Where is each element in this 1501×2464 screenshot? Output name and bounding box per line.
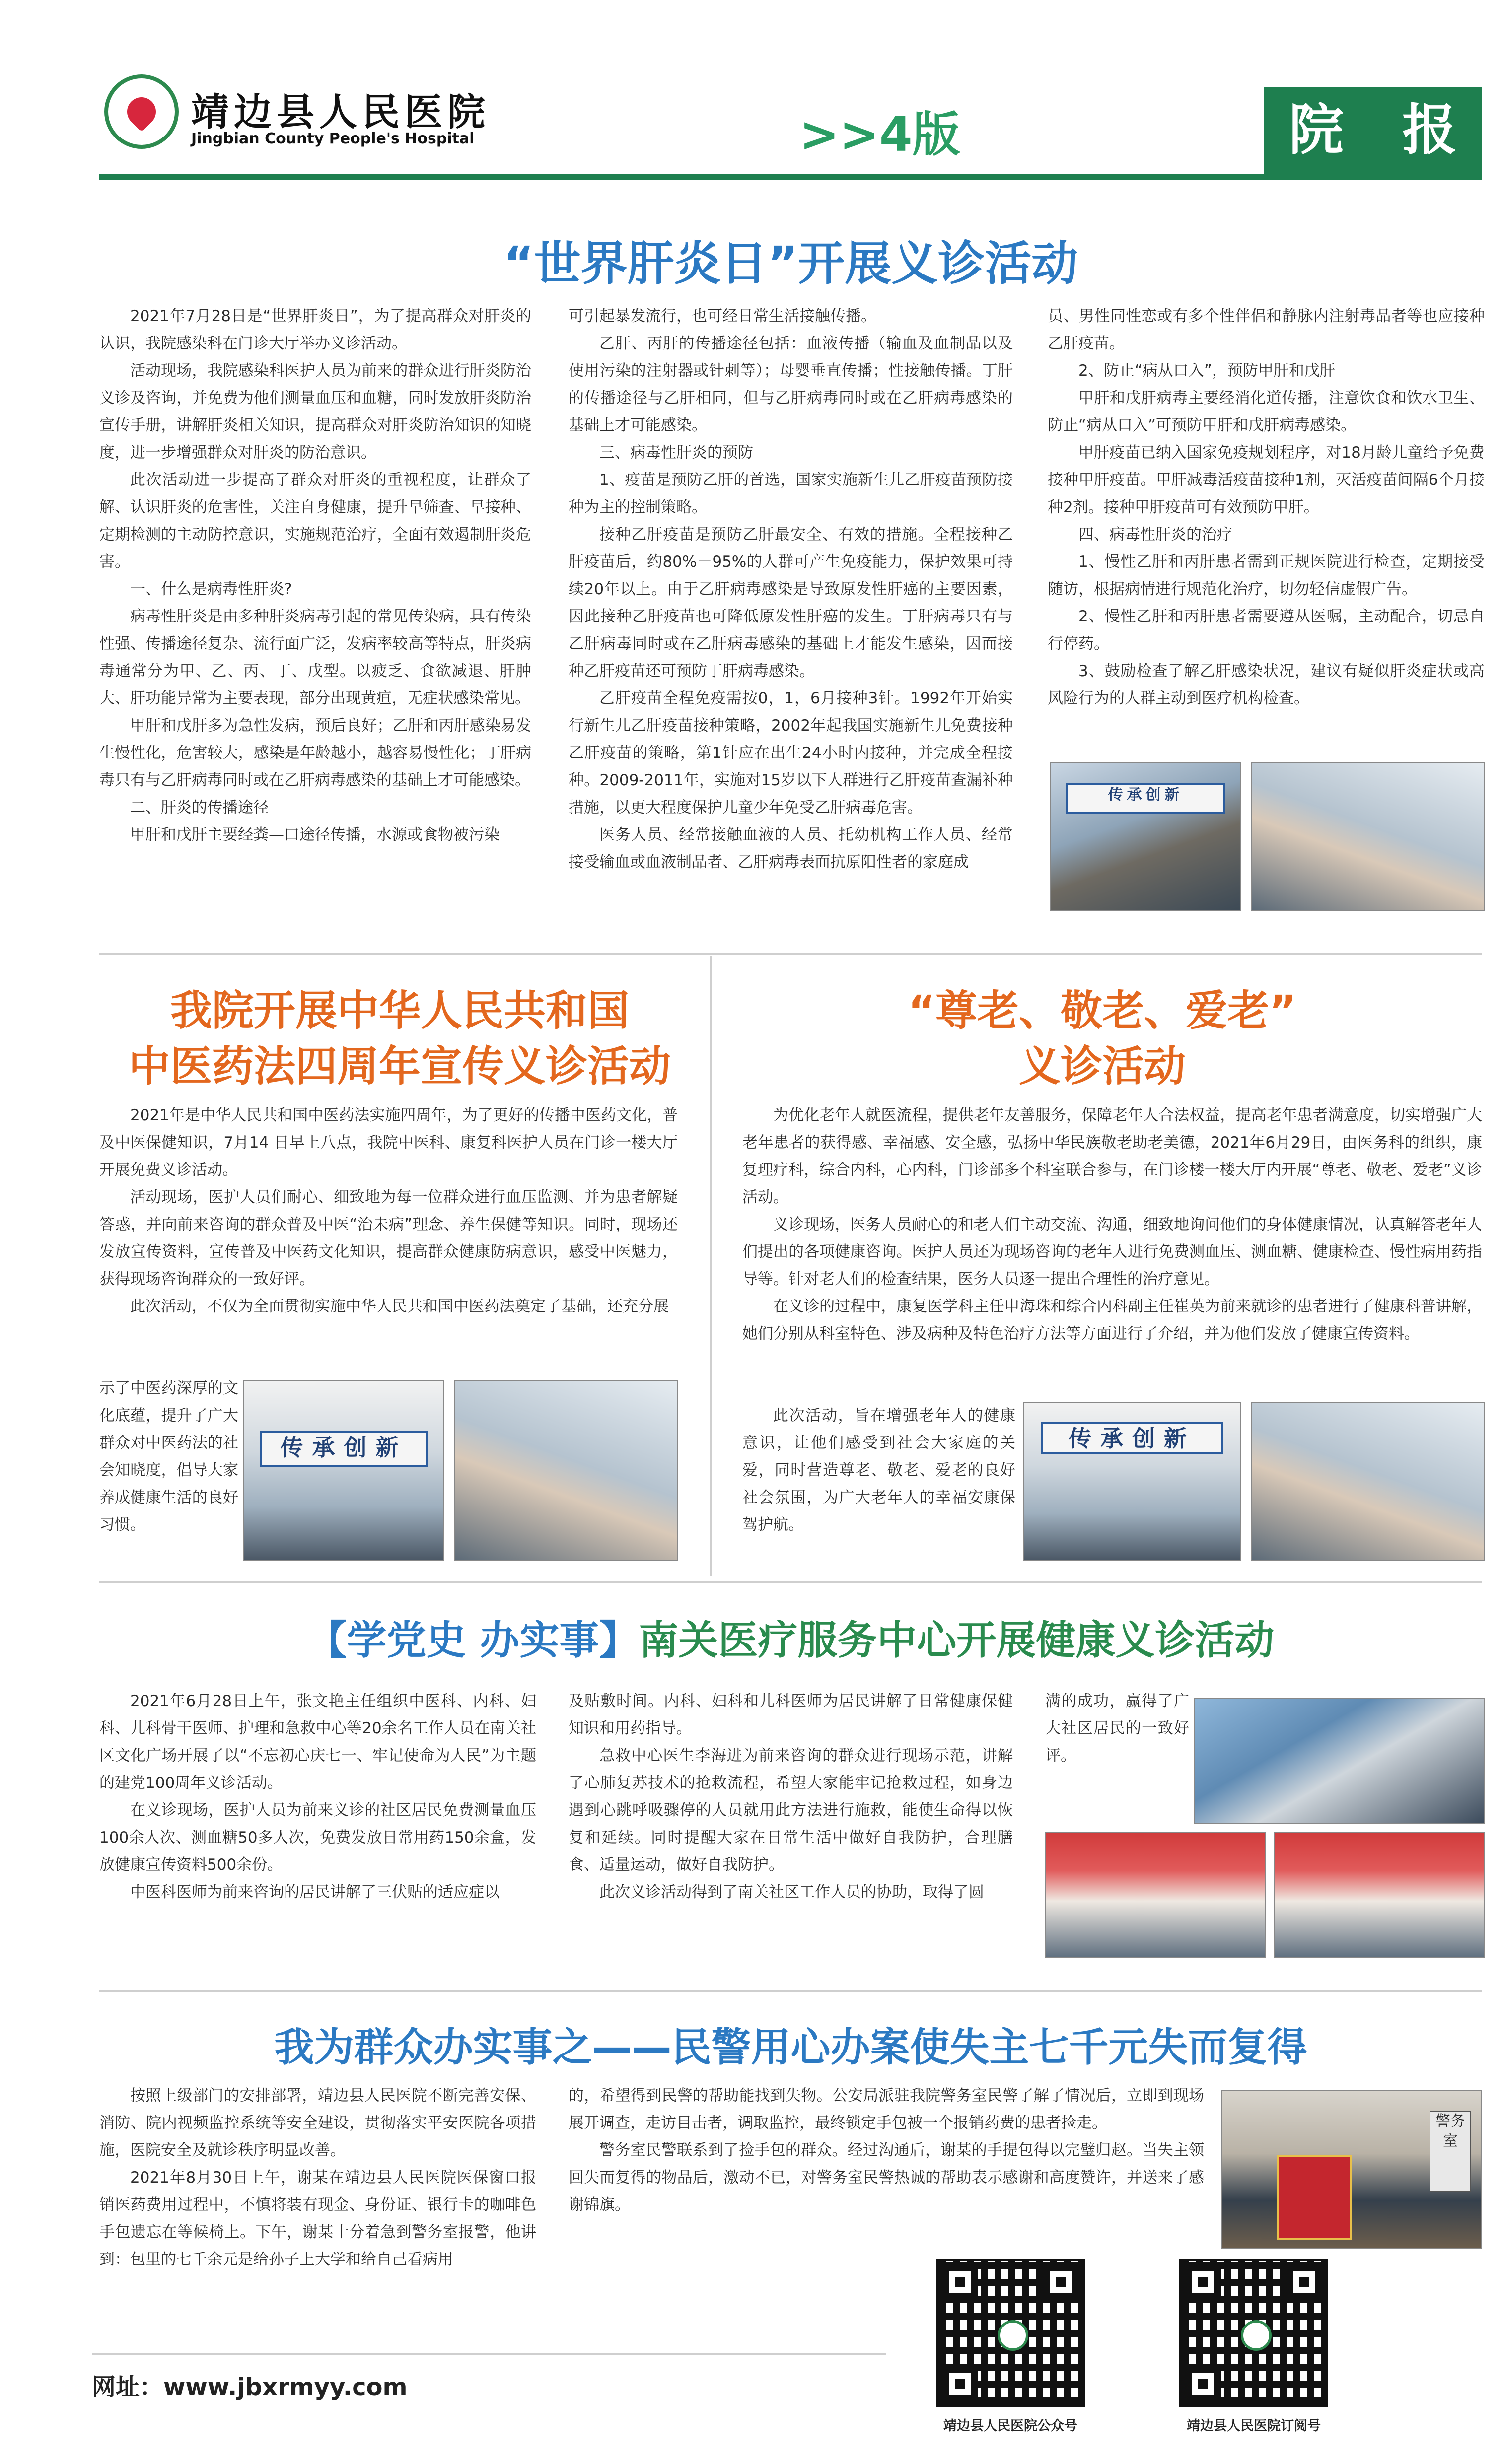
photo-community-group bbox=[1274, 1832, 1485, 1958]
edition-label: >>4版 bbox=[799, 107, 960, 162]
paragraph: 此次活动，旨在增强老年人的健康意识，让他们感受到社会大家庭的关爱，同时营造尊老、敬老、爱老的良好社会氛围，为广大老年人的幸福安康保驾护航。 bbox=[742, 1407, 1015, 1534]
hospital-name: 靖边县人民医院 bbox=[191, 90, 490, 134]
article1-col2 bbox=[569, 303, 1013, 876]
paragraph: 可引起暴发流行，也可经日常生活接触传播。 bbox=[569, 307, 876, 325]
paragraph: 中医科医师为前来咨询的居民讲解了三伏贴的适应症以 bbox=[130, 1883, 500, 1901]
paragraph: 在义诊的过程中，康复医学科主任申海珠和综合内科副主任崔英为前来就诊的患者进行了健康科普讲解，她们分别从科室特色、涉及病种及特色治疗方法等方面进行了介绍，并为他们发放了健康宣传资料。 bbox=[742, 1298, 1482, 1343]
paragraph: 1、疫苗是预防乙肝的首选，国家实施新生儿乙肝疫苗预防接种为主的控制策略。 bbox=[569, 471, 1013, 516]
photo-elderly-hall bbox=[1023, 1402, 1241, 1561]
article2-title-line2: 中医药法四周年宣传义诊活动 bbox=[128, 1042, 671, 1091]
paragraph: 接种乙肝疫苗是预防乙肝最安全、有效的措施。全程接种乙肝疫苗后，约80%－95%的人群可产生免疫能力，保护效果可持续20年以上。由于乙肝病毒感染是导致原发性肝癌的主要因素，因此接种乙肝疫苗也可降低原发性肝癌的发生。丁肝病毒只有与乙肝病毒同时或在乙肝病毒感染的基础上才能发生感染，因而接种乙肝疫苗还可预防丁肝病毒感染。 bbox=[569, 526, 1013, 680]
photo-hepatitis-clinic bbox=[1050, 762, 1241, 911]
website-url[interactable]: 网址：www.jbxrmyy.com bbox=[92, 2373, 408, 2401]
article4-title bbox=[99, 1608, 1482, 1665]
paragraph: 的，希望得到民警的帮助能找到失物。公安局派驻我院警务室民警了解了情况后，立即到现场展开调查，走访目击者，调取监控，最终锁定手包被一个报销药费的患者捡走。 bbox=[569, 2087, 1204, 2132]
hospital-name-en: Jingbian County People's Hospital bbox=[191, 130, 475, 147]
hospital-logo bbox=[104, 74, 179, 149]
photo-police-room bbox=[1221, 2090, 1482, 2249]
paragraph: 甲肝和戊肝主要经粪—口途径传播，水源或食物被污染 bbox=[130, 826, 500, 844]
paragraph: 按照上级部门的安排部署，靖边县人民医院不断完善安保、消防、院内视频监控系统等安全建设，贯彻落实平安医院各项措施，医院安全及就诊秩序明显改善。 bbox=[99, 2087, 536, 2159]
paragraph: 活动现场，我院感染科医护人员为前来的群众进行肝炎防治义诊及咨询，并免费为他们测量血压和血糖，同时发放肝炎防治宣传手册，讲解肝炎相关知识，提高群众对肝炎防治知识的知晓度，进一步增强群众对肝炎的防治意识。 bbox=[99, 362, 531, 462]
article4-title-rest: 南关医疗服务中心开展健康义诊活动 bbox=[639, 1617, 1275, 1663]
pennant bbox=[1277, 2155, 1352, 2240]
paragraph: 满的成功，赢得了广大社区居民的一致好评。 bbox=[1045, 1692, 1189, 1765]
article1-col1 bbox=[99, 303, 531, 849]
qr-code-subscription[interactable] bbox=[1179, 2259, 1328, 2407]
photo-banner: 传承创新 bbox=[1041, 1422, 1223, 1454]
footer-rule bbox=[92, 2353, 886, 2355]
article1-col3 bbox=[1048, 303, 1485, 712]
qr-caption-official-account: 靖边县人民医院公众号 bbox=[943, 2418, 1077, 2434]
paper-name-box bbox=[1264, 87, 1482, 174]
article3-body bbox=[742, 1102, 1482, 1348]
paragraph: 医务人员、经常接触血液的人员、托幼机构工作人员、经常接受输血或血液制品者、乙肝病毒表面抗原阳性者的家庭成 bbox=[569, 826, 1013, 871]
paragraph: 甲肝和戊肝多为急性发病，预后良好；乙肝和丙肝感染易发生慢性化，危害较大，感染是年龄越小，越容易慢性化；丁肝病毒只有与乙肝病毒同时或在乙肝病毒感染的基础上才可能感染。 bbox=[99, 717, 531, 789]
paragraph: 义诊现场，医务人员耐心的和老人们主动交流、沟通，细致地询问他们的身体健康情况，认真解答老年人们提出的各项健康咨询。医护人员还为现场咨询的老年人进行免费测血压、测血糖、健康检查、慢性病用药指导等。针对老人们的检查结果，医务人员逐一提出合理性的治疗意见。 bbox=[742, 1216, 1482, 1288]
article3-title-line1: “尊老、敬老、爱老” bbox=[908, 986, 1297, 1035]
article5-col2 bbox=[569, 2082, 1204, 2219]
article3-wrap-text bbox=[742, 1402, 1015, 1539]
paragraph: 1、慢性乙肝和丙肝患者需到正规医院进行检查，定期接受随访，根据病情进行规范化治疗，切勿轻信虚假广告。 bbox=[1048, 553, 1485, 598]
paragraph: 示了中医药深厚的文化底蕴，提升了广大群众对中医药法的社会知晓度，倡导大家养成健康生活的良好习惯。 bbox=[99, 1379, 238, 1534]
article2-title-line1: 我院开展中华人民共和国 bbox=[170, 986, 629, 1035]
article4-col1 bbox=[99, 1688, 536, 1906]
header-rule bbox=[99, 174, 1482, 180]
paragraph: 员、男性同性恋或有多个性伴侣和静脉内注射毒品者等也应接种乙肝疫苗。 bbox=[1048, 307, 1485, 352]
section-heading: 一、什么是病毒性肝炎? bbox=[130, 580, 292, 598]
section-divider bbox=[99, 953, 1482, 955]
qr-code-official-account[interactable] bbox=[936, 2259, 1085, 2407]
photo-banner: 传承创新 bbox=[260, 1431, 428, 1467]
paragraph: 2021年8月30日上午，谢某在靖边县人民医院医保窗口报销医药费用过程中，不慎将装有现金、身份证、银行卡的咖啡色手包遗忘在等候椅上。下午，谢某十分着急到警务室报警，他讲到：包里的七千余元是给孙子上大学和给自己看病用 bbox=[99, 2169, 536, 2268]
section-divider bbox=[99, 1990, 1482, 1992]
section-heading: 四、病毒性肝炎的治疗 bbox=[1078, 526, 1232, 544]
qr-caption-subscription: 靖边县人民医院订阅号 bbox=[1187, 2418, 1321, 2434]
section-heading: 2、防止“病从口入”，预防甲肝和戊肝 bbox=[1078, 362, 1335, 380]
paragraph: 此次活动进一步提高了群众对肝炎的重视程度，让群众了解、认识肝炎的危害性，关注自身健康，提升早筛查、早接种、定期检测的主动防控意识，实施规范治疗，全面有效遏制肝炎危害。 bbox=[99, 471, 531, 571]
paragraph: 2、慢性乙肝和丙肝患者需要遵从医嘱，主动配合，切忌自行停药。 bbox=[1048, 608, 1485, 653]
paragraph: 及贴敷时间。内科、妇科和儿科医师为居民讲解了日常健康保健知识和用药指导。 bbox=[569, 1692, 1013, 1737]
paragraph: 此次活动，不仅为全面贯彻实施中华人民共和国中医药法奠定了基础，还充分展 bbox=[130, 1298, 669, 1315]
article2-body bbox=[99, 1102, 678, 1320]
article5-title: 我为群众办实事之——民警用心办案使失主七千元失而复得 bbox=[274, 2024, 1307, 2070]
photo-community-square bbox=[1194, 1698, 1485, 1824]
paragraph: 甲肝疫苗已纳入国家免疫规划程序，对18月龄儿童给予免费接种甲肝疫苗。甲肝减毒活疫苗接种1剂，灭活疫苗间隔6个月接种2剂。接种甲肝疫苗可有效预防甲肝。 bbox=[1048, 444, 1485, 516]
paragraph: 急救中心医生李海进为前来咨询的群众进行现场示范，讲解了心肺复苏技术的抢救流程，希望大家能牢记抢救过程，如身边遇到心跳呼吸骤停的人员就用此方法进行施救，能使生命得以恢复和延续。同时提醒大家在日常生活中做好自我防护，合理膳食、适量运动，做好自我防护。 bbox=[569, 1747, 1013, 1874]
paragraph: 乙肝、丙肝的传播途径包括：血液传播（输血及血制品以及使用污染的注射器或针刺等）；母婴垂直传播；性接触传播。丁肝的传播途径与乙肝相同，但与乙肝病毒同时或在乙肝病毒感染的基础上才可能感染。 bbox=[569, 335, 1013, 434]
photo-banner: 传承创新 bbox=[1066, 783, 1225, 814]
paragraph: 在义诊现场，医护人员为前来义诊的社区居民免费测量血压100余人次、测血糖50多人次，免费发放日常用药150余盒，发放健康宣传资料500余份。 bbox=[99, 1801, 536, 1874]
paragraph: 病毒性肝炎是由多种肝炎病毒引起的常见传染病，具有传染性强、传播途径复杂、流行面广泛，发病率较高等特点，肝炎病毒通常分为甲、乙、丙、丁、戊型。以疲乏、食欲减退、肝肿大、肝功能异常为主要表现，部分出现黄疸，无症状感染常见。 bbox=[99, 608, 531, 707]
paragraph: 警务室民警联系到了捡手包的群众。经过沟通后，谢某的手提包得以完璧归赵。当失主领回失而复得的物品后，激动不已，对警务室民警热诚的帮助表示感谢和高度赞许，并送来了感谢锦旗。 bbox=[569, 2141, 1204, 2214]
article4-title-bracket: 【学党史 办实事】 bbox=[307, 1617, 639, 1663]
article3-title-line2: 义诊活动 bbox=[1018, 1042, 1186, 1091]
photo-community-stage bbox=[1045, 1832, 1266, 1958]
article3-title bbox=[722, 983, 1482, 1094]
paragraph: 为优化老年人就医流程，提供老年友善服务，保障老年人合法权益，提高老年患者满意度，切实增强广大老年患者的获得感、幸福感、安全感，弘扬中华民族敬老助老美德，2021年6月29日，由医务科的组织，康复理疗科，综合内科，心内科，门诊部多个科室联合参与，在门诊楼一楼大厅内开展“尊老、敬老、爱老”义诊活动。 bbox=[742, 1106, 1482, 1206]
photo-tcm-hall bbox=[243, 1380, 444, 1561]
article5-col1 bbox=[99, 2082, 536, 2273]
photo-hepatitis-consult bbox=[1251, 762, 1485, 911]
paragraph: 3、鼓励检查了解乙肝感染状况，建议有疑似肝炎症状或高风险行为的人群主动到医疗机构检查。 bbox=[1048, 662, 1485, 707]
paragraph: 2021年是中华人民共和国中医药法实施四周年，为了更好的传播中医药文化，普及中医保健知识，7月14 日早上八点，我院中医科、康复科医护人员在门诊一楼大厅开展免费义诊活动。 bbox=[99, 1106, 678, 1179]
paragraph: 乙肝疫苗全程免疫需按0，1，6月接种3针。1992年开始实行新生儿乙肝疫苗接种策略，2002年起我国实施新生儿免费接种乙肝疫苗的策略，第1针应在出生24小时内接种，并完成全程接种。2009-2011年，实施对15岁以下人群进行乙肝疫苗查漏补种措施，以更大程度保护儿童少年免受乙肝病毒危害。 bbox=[569, 689, 1013, 817]
section-heading: 三、病毒性肝炎的预防 bbox=[599, 444, 753, 462]
paragraph: 此次义诊活动得到了南关社区工作人员的协助，取得了圆 bbox=[599, 1883, 984, 1901]
paper-name: 院 报 bbox=[1288, 98, 1477, 162]
police-sign: 警务室 bbox=[1430, 2111, 1471, 2192]
column-divider bbox=[710, 956, 712, 1576]
article4-col3 bbox=[1045, 1688, 1189, 1770]
section-divider bbox=[99, 1581, 1482, 1583]
photo-tcm-consult bbox=[454, 1380, 678, 1561]
photo-elderly-consult bbox=[1251, 1402, 1485, 1561]
article2-wrap-text bbox=[99, 1375, 238, 1539]
section-heading: 二、肝炎的传播途径 bbox=[130, 799, 269, 817]
paragraph: 甲肝和戊肝病毒主要经消化道传播，注意饮食和饮水卫生、防止“病从口入”可预防甲肝和戊肝病毒感染。 bbox=[1048, 389, 1485, 434]
article4-col2 bbox=[569, 1688, 1013, 1906]
article2-title bbox=[99, 983, 700, 1094]
paragraph: 2021年7月28日是“世界肝炎日”，为了提高群众对肝炎的认识，我院感染科在门诊大厅举办义诊活动。 bbox=[99, 307, 531, 352]
article1-title: “世界肝炎日”开展义诊活动 bbox=[503, 237, 1078, 291]
paragraph: 2021年6月28日上午，张文艳主任组织中医科、内科、妇科、儿科骨干医师、护理和急救中心等20余名工作人员在南关社区文化广场开展了以“不忘初心庆七一、牢记使命为人民”为主题的建党100周年义诊活动。 bbox=[99, 1692, 536, 1792]
paragraph: 活动现场，医护人员们耐心、细致地为每一位群众进行血压监测、并为患者解疑答惑，并向前来咨询的群众普及中医“治未病”理念、养生保健等知识。同时，现场还发放宣传资料，宣传普及中医药文化知识，提高群众健康防病意识，感受中医魅力，获得现场咨询群众的一致好评。 bbox=[99, 1188, 678, 1288]
